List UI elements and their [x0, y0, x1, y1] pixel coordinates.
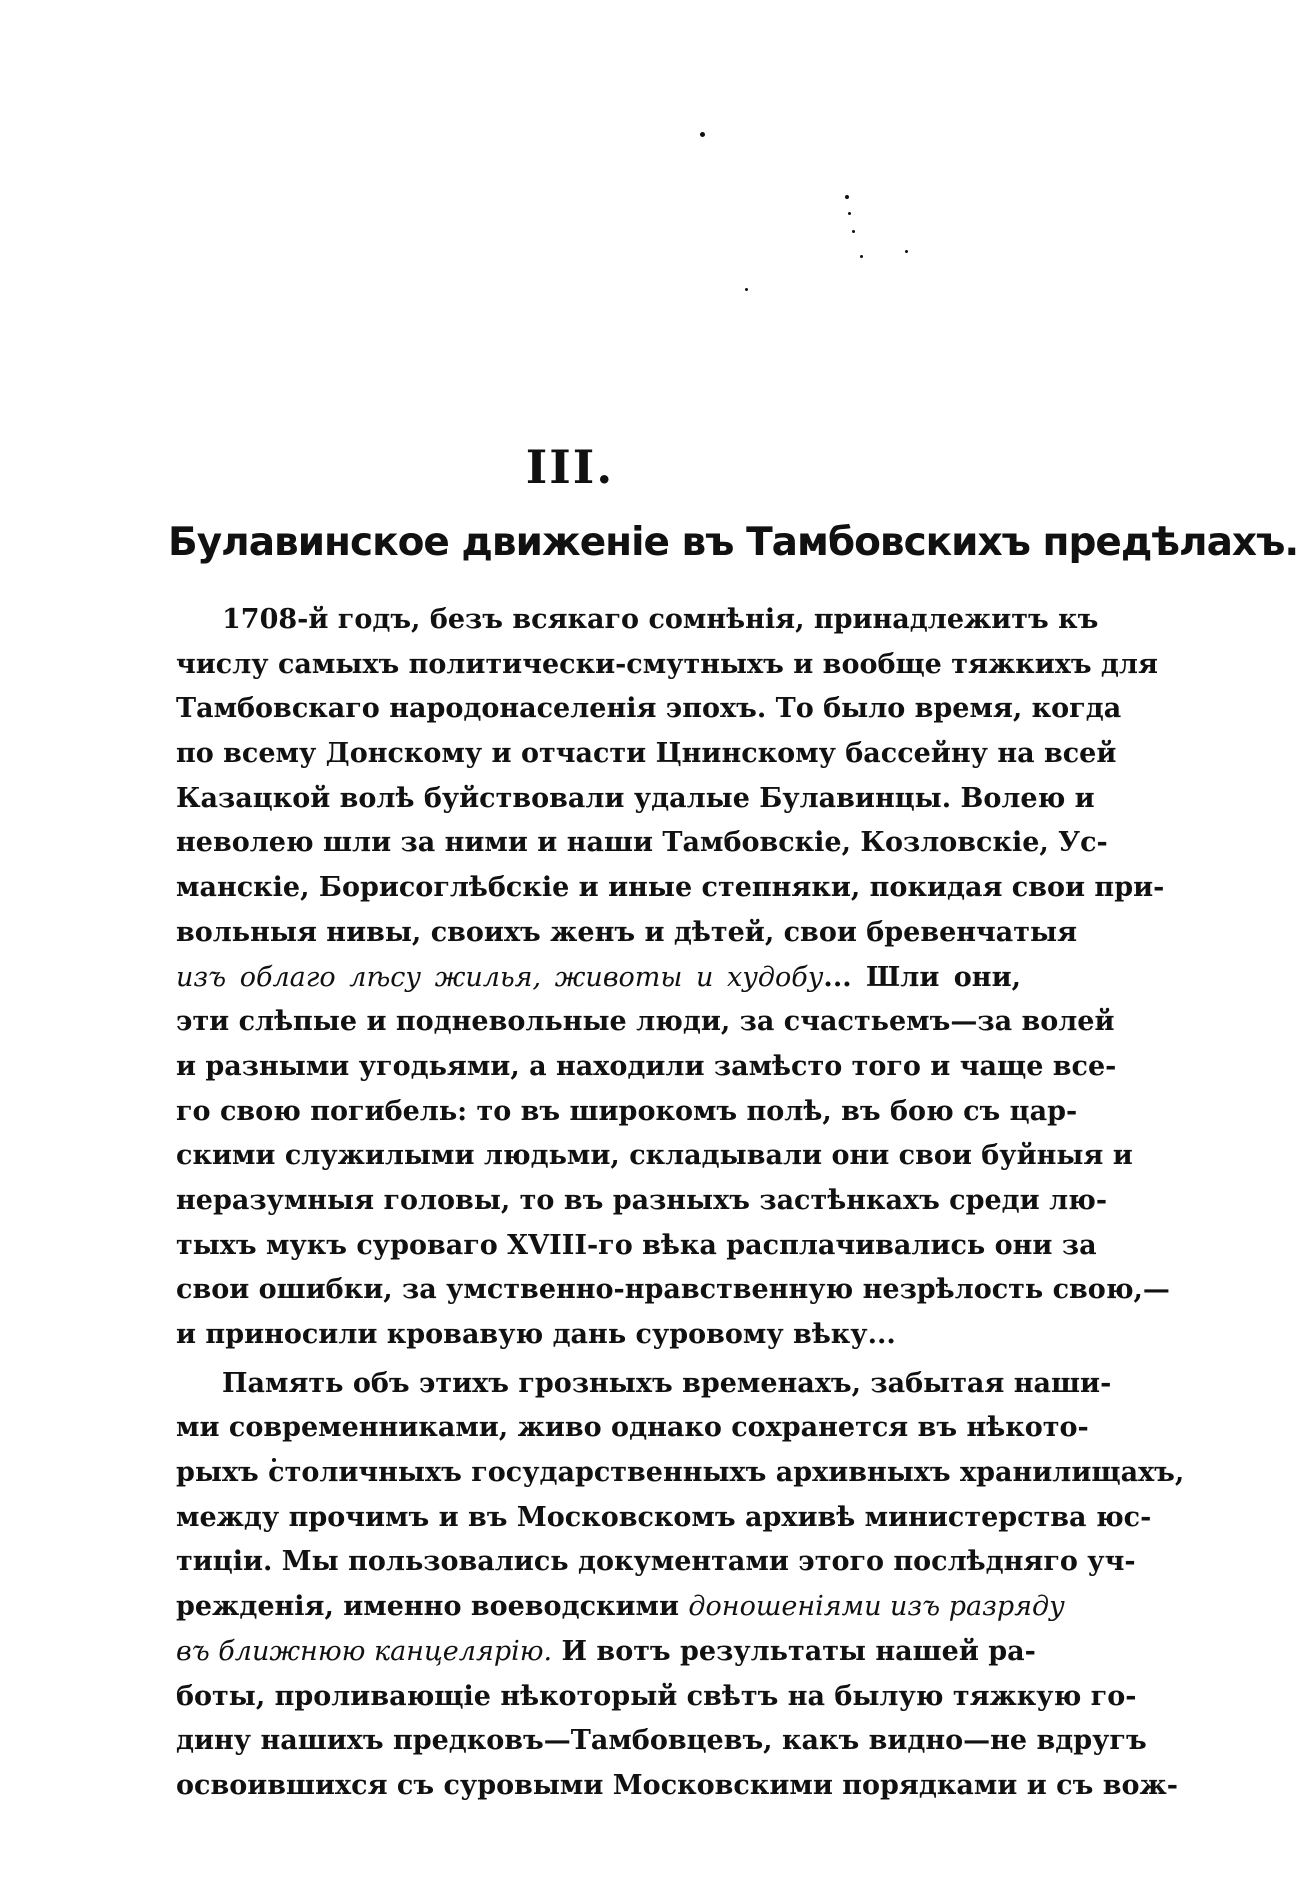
text-line: Тамбовскаго народонаселенія эпохъ. То было время, когда [176, 693, 1122, 725]
text-line: Память объ этихъ грозныхъ временахъ, забытая наши- [222, 1367, 1112, 1399]
text-line: числу самыхъ политически-смутныхъ и вообще тяжкихъ для [176, 648, 1158, 680]
print-speck [852, 230, 855, 233]
text-line: между прочимъ и въ Московскомъ архивѣ министерства юс- [176, 1501, 1152, 1533]
text-line: вольныя нивы, своихъ женъ и дѣтей, свои бревенчатыя [176, 916, 1078, 948]
text-line: неразумныя головы, то въ разныхъ застѣнкахъ среди лю- [176, 1184, 1108, 1216]
chapter-number: III. [525, 440, 615, 494]
text-line: тиціи. Мы пользовались документами этого послѣдняго уч- [176, 1546, 1136, 1578]
text-segment: режденія, именно воеводскими [176, 1591, 689, 1623]
text-line: скими служилыми людьми, складывали они свои буйныя и [176, 1140, 1133, 1172]
text-line: боты, проливающіе нѣкоторый свѣтъ на былую тяжкую го- [176, 1680, 1137, 1712]
text-line: манскіе, Борисоглѣбскіе и иные степняки, покидая свои при- [176, 872, 1165, 904]
text-line: дину нашихъ предковъ—Тамбовцевъ, какъ видно—не вдругъ [176, 1725, 1147, 1757]
text-line: Казацкой волѣ буйствовали удалые Булавинцы. Волею и [176, 782, 1095, 814]
text-line-mixed [176, 1630, 1036, 1675]
text-line: и разными угодьями, а находили замѣсто того и чаще все- [176, 1050, 1117, 1082]
italic-quote: изъ облаго лѣсу жилья, животы и худобу [176, 961, 824, 993]
text-line: тыхъ мукъ суроваго XVIII-го вѣка расплачивались они за [176, 1229, 1097, 1261]
text-line: 1708-й годъ, безъ всякаго сомнѣнія, принадлежитъ къ [222, 604, 1099, 635]
body-text [176, 598, 1185, 1809]
text-segment: ... Шли они, [823, 961, 1021, 993]
text-line: рыхъ столичныхъ государственныхъ архивныхъ хранилищахъ, [176, 1457, 1185, 1489]
text-segment: И вотъ результаты нашей ра- [552, 1635, 1036, 1667]
text-line: и приносили кровавую дань суровому вѣку... [176, 1319, 896, 1350]
italic-quote: доношеніями изъ разряду [688, 1591, 1065, 1623]
print-speck [700, 132, 705, 137]
text-line-mixed [176, 956, 1021, 1001]
print-speck [860, 255, 863, 258]
print-speck [848, 212, 851, 215]
print-speck [845, 195, 849, 199]
print-speck [745, 288, 748, 291]
text-line: освоившихся съ суровыми Московскими порядками и съ вож- [176, 1769, 1178, 1801]
text-line: по всему Донскому и отчасти Цнинскому бассейну на всей [176, 738, 1117, 770]
text-line: неволею шли за ними и наши Тамбовскіе, Козловскіе, Ус- [176, 827, 1108, 859]
text-line: свои ошибки, за умственно-нравственную незрѣлость свою,— [176, 1274, 1170, 1306]
print-speck [905, 250, 908, 253]
text-line-mixed [176, 1585, 1065, 1630]
italic-quote: въ ближнюю канцелярію. [176, 1635, 553, 1667]
chapter-title: Булавинское движеніе въ Тамбовскихъ предѣлахъ. [168, 520, 1298, 565]
text-line: эти слѣпые и подневольные люди, за счастьемъ—за волей [176, 1006, 1115, 1038]
text-line: го свою погибель: то въ широкомъ полѣ, въ бою съ цар- [176, 1095, 1078, 1127]
text-line: ми современниками, живо однако сохранется въ нѣкото- [176, 1412, 1089, 1444]
